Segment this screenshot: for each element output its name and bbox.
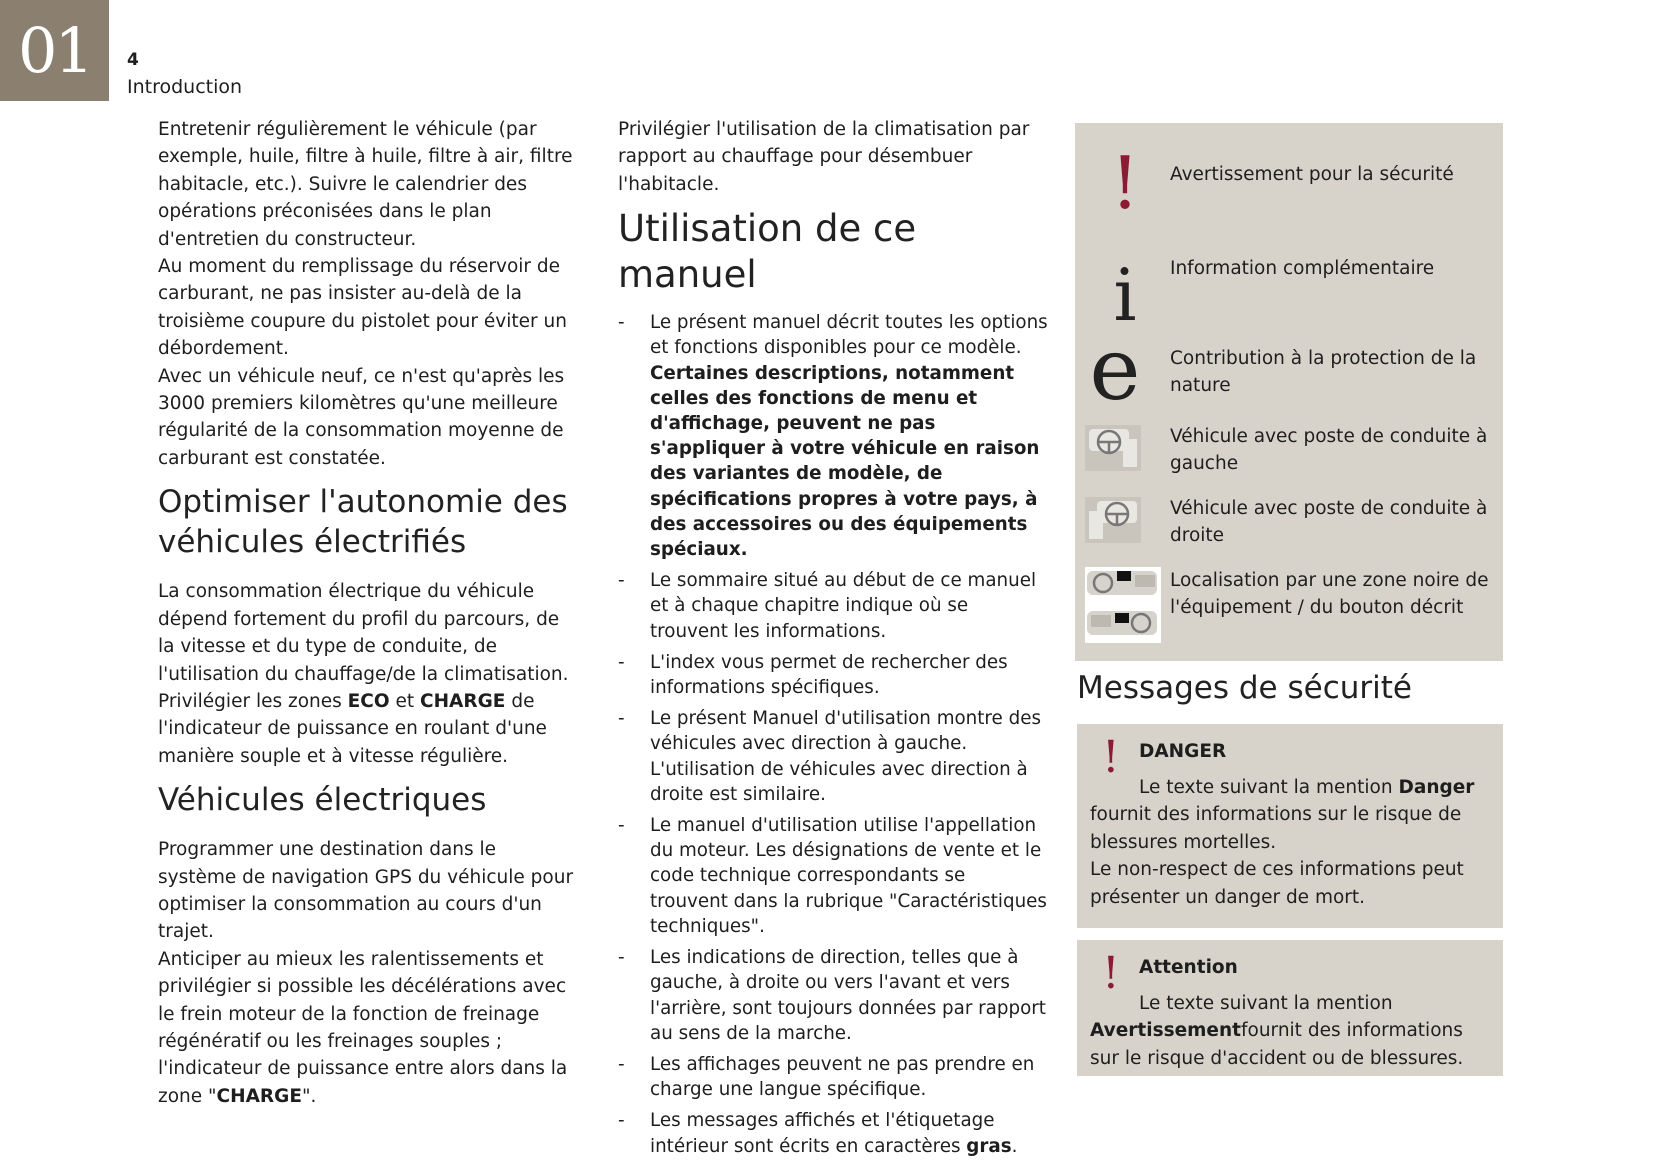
legend-label: Localisation par une zone noire de l'équipement / du bouton décrit (1170, 570, 1489, 618)
list-item: - Le présent Manuel d'utilisation montre des véhicules avec direction à gauche. L'utilisation de véhicules avec direction à droite est similaire. (618, 708, 1041, 805)
symbol-legend (1075, 123, 1503, 661)
eco-label: ECO (347, 690, 390, 712)
warning-icon: ! (1110, 141, 1140, 225)
legend-label: Information complémentaire (1170, 258, 1435, 279)
warning-icon: ! (1102, 948, 1120, 999)
heading-safety: Messages de sécurité (1077, 670, 1412, 706)
legend-label: Avertissement pour la sécurité (1170, 164, 1454, 185)
manual-list (618, 310, 1048, 1159)
heading-electrified: Optimiser l'autonomie des véhicules électrifiés (158, 484, 568, 561)
heading-electric: Véhicules électriques (158, 782, 487, 819)
legend-lhd (1075, 423, 1503, 491)
right-hand-drive-icon (1085, 497, 1141, 547)
attention-box (1077, 940, 1503, 1076)
paragraph-gps: Programmer une destination dans le système de navigation GPS du véhicule pour optimiser la consommation au cours d'un trajet. (158, 839, 574, 943)
legend-rhd (1075, 495, 1503, 563)
list-item: - Les indications de direction, telles que à gauche, à droite ou vers l'avant et vers l'arrière, sont toujours données par rapport au sens de la marche. (618, 947, 1046, 1044)
legend-label: Contribution à la protection de la nature (1170, 348, 1477, 396)
paragraph-refuel: Au moment du remplissage du réservoir de carburant, ne pas insister au-delà de la troisième coupure du pistolet pour éviter un débordement. (158, 256, 567, 360)
legend-label: Véhicule avec poste de conduite à droite (1170, 498, 1488, 546)
charge-label: CHARGE (420, 690, 506, 712)
list-item: - L'index vous permet de rechercher des informations spécifiques. (618, 651, 1008, 699)
location-zone-icon (1085, 567, 1161, 647)
paragraph-eco-zones: Privilégier les zones ECO et CHARGE de l'indicateur de puissance en roulant d'une manière souple et à vitesse régulière. (158, 690, 547, 767)
paragraph-anticipate: Anticiper au mieux les ralentissements et privilégier si possible les décélérations avec le frein moteur de la fonction de freinage régénératif ou les freinages souples ; l'indicateur de puissance entre alors dans la zone "CHARGE". (158, 948, 568, 1107)
section-name: Introduction (127, 76, 243, 98)
list-item: - Les messages affichés et l'étiquetage intérieur sont écrits en caractères gras. (618, 1110, 1018, 1157)
legend-warning (1075, 143, 1503, 233)
column-left (158, 116, 578, 1110)
column-middle (618, 116, 1048, 1165)
paragraph-consumption: La consommation électrique du véhicule dépend fortement du profil du parcours, de la vitesse et du type de conduite, de l'utilisation du chauffage/de la climatisation. (158, 581, 569, 685)
left-hand-drive-icon (1085, 425, 1141, 475)
list-item: - Le sommaire situé au début de ce manuel et à chaque chapitre indique où se trouvent les informations. (618, 570, 1037, 642)
paragraph-maintenance: Entretenir régulièrement le véhicule (par exemple, huile, filtre à huile, filtre à air, filtre habitacle, etc.). Suivre le calendrier des opérations préconisées dans le plan d'entretien du constructeur. (158, 119, 573, 250)
eco-icon: e (1089, 320, 1141, 420)
paragraph-climate: Privilégier l'utilisation de la climatisation par rapport au chauffage pour désembuer l'habitacle. (618, 119, 1030, 195)
legend-label: Véhicule avec poste de conduite à gauche (1170, 426, 1488, 474)
paragraph-new-vehicle: Avec un véhicule neuf, ce n'est qu'après les 3000 premiers kilomètres qu'une meilleure régularité de la consommation moyenne de carburant est constatée. (158, 365, 565, 469)
danger-title: DANGER (1139, 741, 1227, 762)
page-number: 4 (127, 50, 139, 70)
danger-box (1077, 724, 1503, 928)
warning-icon: ! (1102, 732, 1120, 783)
legend-info (1075, 241, 1503, 337)
info-icon: i (1113, 253, 1137, 337)
list-item: - Le présent manuel décrit toutes les options et fonctions disponibles pour ce modèle. Certaines descriptions, notamment celles des fonctions de menu et d'affichage, peuvent ne pas s'appliquer à votre véhicule en raison des variantes de modèle, de spécifications propres à votre pays, à des accessoires ou des équipements spéciaux. (618, 312, 1048, 561)
danger-text: Le texte suivant la mention Danger fournit des informations sur le risque de blessures mortelles. Le non-respect de ces informations peut présenter un danger de mort. (1090, 777, 1475, 908)
charge-label: CHARGE (216, 1085, 302, 1107)
attention-text: Le texte suivant la mention Avertissementfournit des informations sur le risque d'accident ou de blessures. (1090, 993, 1464, 1069)
legend-eco (1075, 320, 1503, 420)
list-item: - Les affichages peuvent ne pas prendre en charge une langue spécifique. (618, 1053, 1035, 1101)
list-item: - Le manuel d'utilisation utilise l'appellation du moteur. Les désignations de vente et le code technique correspondants se trouvent dans la rubrique "Caractéristiques techniques". (618, 815, 1047, 937)
legend-location (1075, 567, 1503, 651)
chapter-tab (0, 0, 109, 101)
attention-title: Attention (1139, 957, 1238, 978)
chapter-number: 01 (18, 14, 91, 87)
heading-manual: Utilisation de ce manuel (618, 207, 917, 297)
